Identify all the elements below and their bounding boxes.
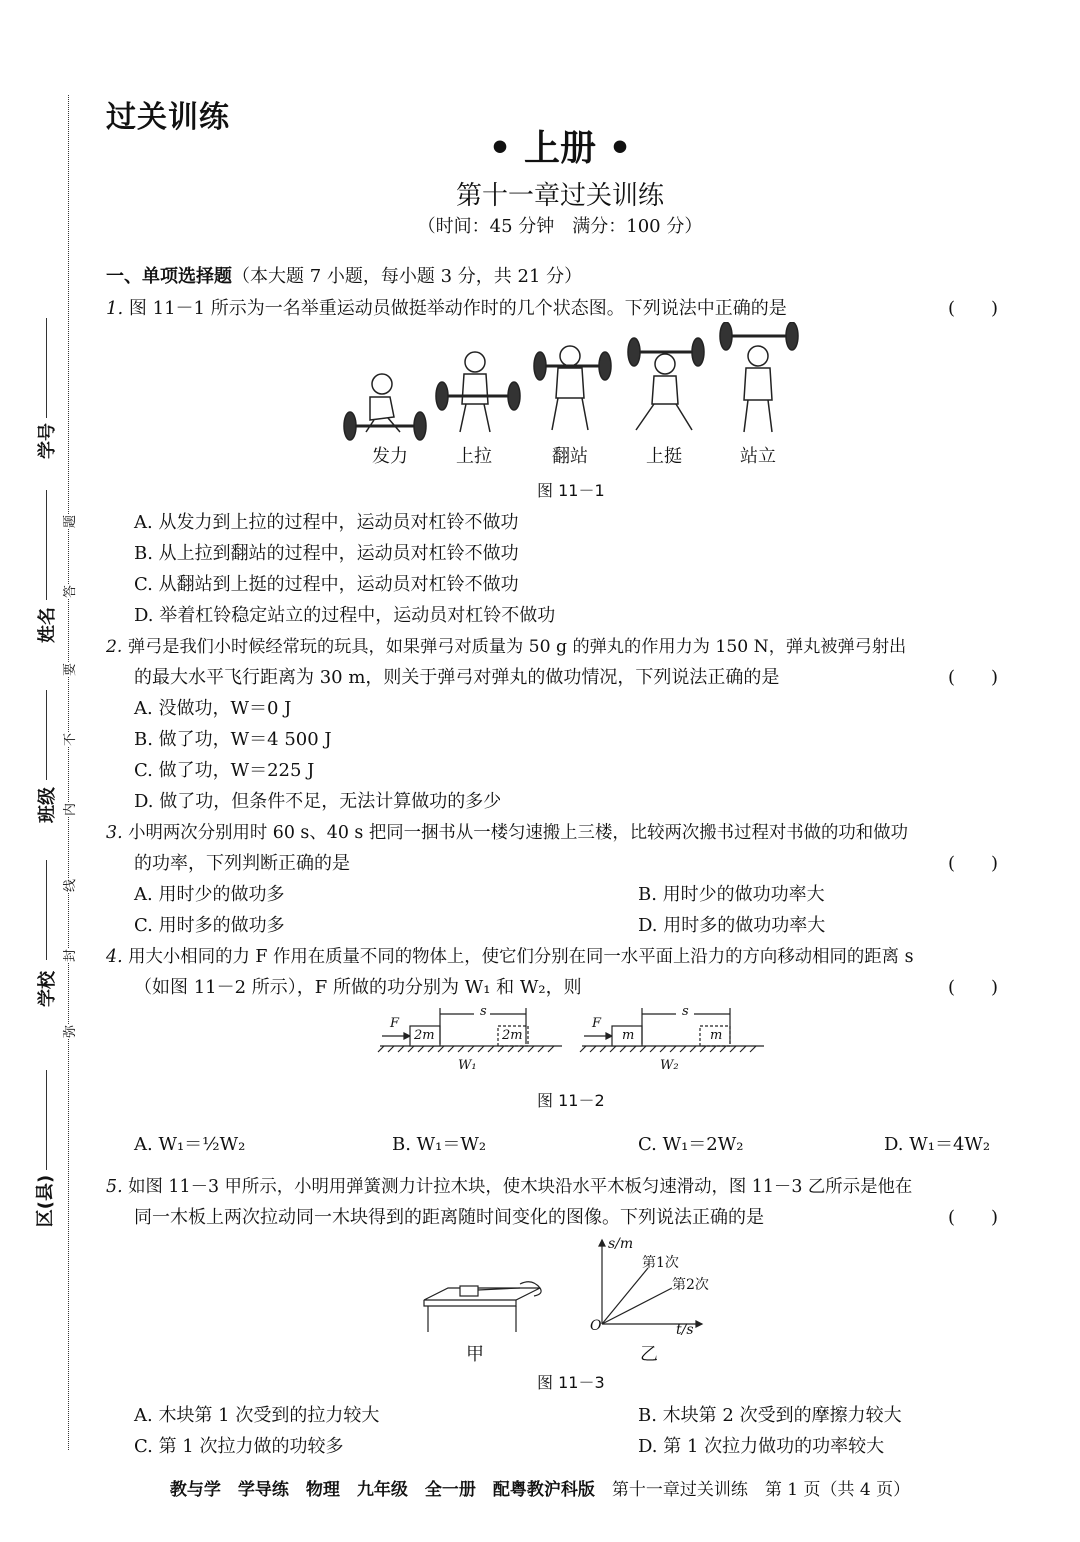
q2-option-b: B. 做了功，W＝4 500 J [134, 729, 332, 750]
q3-line1 [106, 818, 908, 843]
q4-num: 4. [106, 947, 123, 967]
q5-graph-xlabel: t/s [676, 1322, 694, 1338]
district-line [46, 1070, 47, 1170]
q1-option-d: D. 举着杠铃稳定站立的过程中，运动员对杠铃不做功 [134, 605, 556, 626]
q4-fig-f1: F [390, 1016, 400, 1031]
q1-answer-paren: ( ) [948, 298, 999, 319]
q4-fig-mass2: m [622, 1028, 635, 1043]
q3-option-d: D. 用时多的做功功率大 [638, 915, 826, 936]
q3-answer-paren: ( ) [948, 853, 999, 874]
q4-line1 [106, 942, 914, 967]
q5-line2: 同一木板上两次拉动同一木块得到的距离随时间变化的图像。下列说法正确的是 [134, 1207, 764, 1228]
q1-caption: 图 11－1 [537, 481, 605, 500]
q5-option-b: B. 木块第 2 次受到的摩擦力较大 [638, 1405, 902, 1426]
q5-line1 [106, 1172, 912, 1197]
weightlifter-figure [330, 322, 810, 442]
q2-option-d: D. 做了功，但条件不足，无法计算做功的多少 [134, 791, 502, 812]
class-label: 班级 [37, 787, 58, 823]
chapter-title: 第十一章过关训练 [455, 181, 664, 211]
q4-fig-f2: F [592, 1016, 602, 1031]
q4-fig-w2: W₂ [660, 1058, 679, 1073]
q1-text [106, 294, 787, 320]
name-label: 姓名 [37, 607, 58, 643]
q5-graph-second: 第2次 [672, 1277, 709, 1293]
seal-char: 要 [59, 663, 78, 676]
q5-fig-jia: 甲 [466, 1344, 484, 1365]
binding-dotted-line [68, 95, 69, 1450]
q3-line2: 的功率，下列判断正确的是 [134, 853, 350, 874]
seal-char: 题 [59, 515, 78, 528]
q5-caption: 图 11－3 [537, 1373, 605, 1392]
q4-fig-s1: s [480, 1004, 487, 1019]
spring-scale-figure [420, 1270, 560, 1334]
section-prefix: 一、单项选择题 [106, 266, 232, 287]
q4-answer-paren: ( ) [948, 977, 999, 998]
section-note: （本大题 7 小题，每小题 3 分，共 21 分） [232, 266, 583, 287]
q1-fig-label: 上挺 [646, 446, 682, 467]
q2-line2: 的最大水平飞行距离为 30 m，则关于弹弓对弹丸的做功情况，下列说法正确的是 [134, 667, 780, 688]
student-id-label: 学号 [37, 423, 58, 459]
q4-option-a: A. W₁＝½W₂ [134, 1134, 246, 1155]
q2-line1 [106, 632, 906, 657]
q3-stem-1: 小明两次分别用时 60 s、40 s 把同一捆书从一楼匀速搬上三楼，比较两次搬书过程对书做的功和做功 [128, 823, 908, 843]
student-id-line [46, 318, 47, 418]
district-label: 区(县) [35, 1174, 57, 1228]
q1-option-c: C. 从翻站到上挺的过程中，运动员对杠铃不做功 [134, 574, 519, 595]
q5-fig-yi: 乙 [640, 1344, 658, 1365]
class-line [46, 690, 47, 780]
q4-fig-mass1: 2m [414, 1028, 435, 1043]
q3-option-c: C. 用时多的做功多 [134, 915, 285, 936]
q4-fig-w1: W₁ [458, 1058, 477, 1073]
q2-option-a: A. 没做功，W＝0 J [134, 698, 292, 719]
q4-option-b: B. W₁＝W₂ [392, 1134, 487, 1155]
seal-char: 弥 [59, 1025, 78, 1038]
q1-num: 1. [106, 298, 124, 319]
footer-page-info: 第十一章过关训练 第 1 页（共 4 页） [611, 1480, 911, 1500]
q3-option-b: B. 用时少的做功功率大 [638, 884, 825, 905]
q3-option-a: A. 用时少的做功多 [134, 884, 285, 905]
q2-answer-paren: ( ) [948, 667, 999, 688]
q1-fig-label: 上拉 [456, 446, 492, 467]
q4-stem-1: 用大小相同的力 F 作用在质量不同的物体上，使它们分别在同一水平面上沿力的方向移动相同的距离 s [128, 947, 914, 967]
q1-option-b: B. 从上拉到翻站的过程中，运动员对杠铃不做功 [134, 543, 519, 564]
footer-series: 教与学 学导练 物理 九年级 全一册 配粤教沪科版 [169, 1480, 595, 1500]
q5-option-a: A. 木块第 1 次受到的拉力较大 [134, 1405, 380, 1426]
q1-fig-label: 翻站 [552, 446, 588, 467]
q5-option-d: D. 第 1 次拉力做功的功率较大 [638, 1436, 885, 1457]
seal-char: 封 [59, 949, 78, 962]
q4-fig-mass1-dash: 2m [502, 1028, 523, 1043]
seal-char: 答 [59, 585, 78, 598]
q2-stem-1: 弹弓是我们小时候经常玩的玩具，如果弹弓对质量为 50 g 的弹丸的作用力为 150 N，弹丸被弹弓射出 [127, 637, 907, 657]
q2-num: 2. [106, 637, 123, 657]
seal-char: 线 [59, 879, 78, 892]
q1-fig-label: 站立 [740, 446, 776, 467]
q5-answer-paren: ( ) [948, 1207, 999, 1228]
q4-line2: （如图 11－2 所示），F 所做的功分别为 W₁ 和 W₂，则 [134, 977, 582, 998]
time-info: （时间：45 分钟 满分：100 分） [417, 216, 703, 237]
q1-option-a: A. 从发力到上拉的过程中，运动员对杠铃不做功 [134, 512, 519, 533]
volume-title: • 上册 • [488, 128, 632, 169]
page-footer [0, 1475, 1080, 1500]
q4-option-c: C. W₁＝2W₂ [638, 1134, 744, 1155]
q4-caption: 图 11－2 [537, 1091, 605, 1110]
q4-fig-s2: s [682, 1004, 689, 1019]
school-line [46, 860, 47, 960]
q5-option-c: C. 第 1 次拉力做的功较多 [134, 1436, 344, 1457]
name-line [46, 490, 47, 600]
header-tag: 过关训练 [106, 100, 230, 135]
school-label: 学校 [37, 971, 58, 1007]
q5-graph-origin: O [590, 1318, 602, 1334]
seal-char: 不 [59, 733, 78, 746]
section-title [106, 262, 582, 288]
q4-option-d: D. W₁＝4W₂ [884, 1134, 991, 1155]
q5-graph-first: 第1次 [642, 1255, 679, 1271]
q5-stem-1: 如图 11－3 甲所示，小明用弹簧测力计拉木块，使木块沿水平木板匀速滑动，图 11－3 乙所示是他在 [128, 1177, 913, 1197]
seal-char: 内 [59, 803, 78, 816]
q1-fig-label: 发力 [372, 446, 408, 467]
q2-option-c: C. 做了功，W＝225 J [134, 760, 315, 781]
q5-graph-ylabel: s/m [608, 1236, 634, 1252]
q5-num: 5. [106, 1177, 123, 1197]
q1-stem: 图 11－1 所示为一名举重运动员做挺举动作时的几个状态图。下列说法中正确的是 [128, 298, 787, 319]
q4-fig-mass2-dash: m [710, 1028, 723, 1043]
q3-num: 3. [106, 823, 123, 843]
